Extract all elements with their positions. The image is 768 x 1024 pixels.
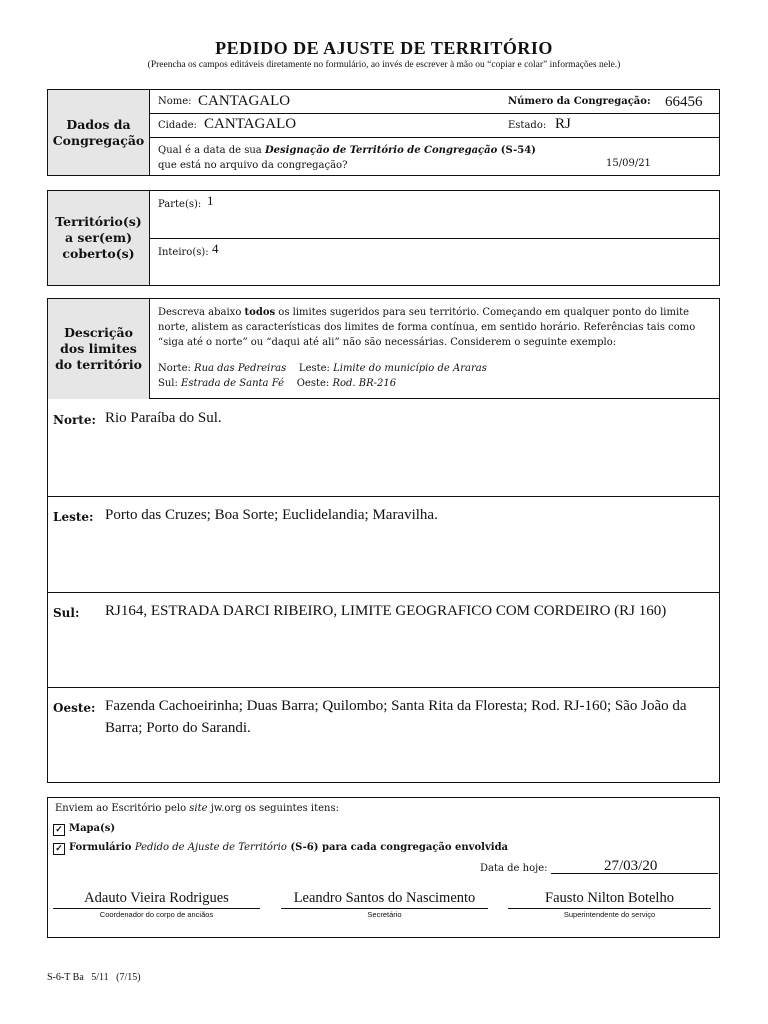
instructions-text-2: os limites sugeridos para seu território. Começando em qualquer ponto do limite norte, alistem as características dos limites de forma contínua, em sentido horário. Referências tais como “siga até o norte” ou “daqui até ali” não são necessárias. Considerem o seguinte exemplo: xyxy=(158,307,696,348)
congregation-section-label: Dados da Congregação xyxy=(48,90,150,175)
south-label: Sul: xyxy=(53,606,80,620)
east-label: Leste: xyxy=(53,510,94,524)
example-east: Limite do município de Araras xyxy=(333,363,487,374)
whole-field[interactable]: 4 xyxy=(212,241,219,256)
item-form xyxy=(53,842,508,855)
submission-intro-1: Enviem ao Escritório pelo xyxy=(55,803,190,814)
signature-secretary-name[interactable]: Leandro Santos do Nascimento xyxy=(293,890,476,906)
form-subtitle: (Preencha os campos editáveis diretamente no formulário, ao invés de escrever à mão ou “copiar e colar” informações nele.) xyxy=(147,60,621,70)
signature-coordinator-role: Coordenador do corpo de anciãos xyxy=(99,910,214,919)
item-form-label-2: (S-6) para cada congregação envolvida xyxy=(286,842,509,853)
congregation-number-field[interactable]: 66456 xyxy=(665,94,703,110)
description-instructions xyxy=(150,299,719,399)
signature-line-secretary xyxy=(281,908,488,909)
instructions-text-bold: todos xyxy=(244,307,276,318)
congregation-section xyxy=(47,89,720,176)
territories-section-label: Território(s) a ser(em) coberto(s) xyxy=(48,191,150,285)
south-field[interactable]: RJ164, ESTRADA DARCI RIBEIRO, LIMITE GEOGRAFICO COM CORDEIRO (RJ 160) xyxy=(105,603,667,619)
example-north: Rua das Pedreiras xyxy=(194,363,287,374)
east-field[interactable]: Porto das Cruzes; Boa Sorte; Euclidelandia; Maravilha. xyxy=(105,507,438,523)
example-west-label: Oeste: xyxy=(296,378,330,389)
territories-section xyxy=(47,190,720,286)
form-title: PEDIDO DE AJUSTE DE TERRITÓRIO xyxy=(215,38,553,58)
signature-service-overseer-name[interactable]: Fausto Nilton Botelho xyxy=(545,890,674,906)
signature-secretary-role: Secretário xyxy=(367,910,402,919)
instructions-example xyxy=(158,361,487,391)
s54-question xyxy=(158,143,536,173)
city-field[interactable]: CANTAGALO xyxy=(204,116,297,132)
north-field[interactable]: Rio Paraíba do Sul. xyxy=(105,410,222,426)
s54-date-field[interactable]: 15/09/21 xyxy=(606,158,651,169)
example-west: Rod. BR-216 xyxy=(332,378,397,389)
s54-question-italic: Designação de Território de Congregação xyxy=(264,145,498,156)
south-boundary xyxy=(48,592,719,688)
west-boundary xyxy=(48,687,719,781)
congregation-number-label: Número da Congregação: xyxy=(508,96,651,107)
name-label: Nome: xyxy=(158,96,192,107)
parts-label: Parte(s): xyxy=(158,199,202,210)
item-maps-label: Mapa(s) xyxy=(69,823,116,834)
instructions-text-1: Descreva abaixo xyxy=(158,307,245,318)
east-boundary xyxy=(48,496,719,593)
date-label: Data de hoje: xyxy=(480,863,548,874)
s54-question-line2: que está no arquivo da congregação? xyxy=(158,160,348,171)
s54-question-prefix: Qual é a data de sua xyxy=(158,145,265,156)
description-section xyxy=(47,298,720,783)
parts-row xyxy=(150,191,719,239)
example-east-label: Leste: xyxy=(298,363,330,374)
city-label: Cidade: xyxy=(158,120,197,131)
congregation-name-row xyxy=(150,90,719,114)
state-field[interactable]: RJ xyxy=(555,116,571,132)
date-line xyxy=(551,873,718,874)
s54-question-row xyxy=(150,138,719,174)
signature-coordinator-name[interactable]: Adauto Vieira Rodrigues xyxy=(84,890,229,906)
description-section-label: Descrição dos limites do território xyxy=(48,299,150,399)
maps-checkbox[interactable]: ✓ xyxy=(53,824,65,836)
submission-section xyxy=(47,797,720,938)
signature-line-coordinator xyxy=(53,908,260,909)
instructions-text xyxy=(158,305,711,350)
west-label: Oeste: xyxy=(53,701,96,715)
signature-line-service-overseer xyxy=(508,908,711,909)
parts-field[interactable]: 1 xyxy=(207,193,214,208)
congregation-name-field[interactable]: CANTAGALO xyxy=(198,93,291,109)
item-maps xyxy=(53,823,115,836)
item-form-label-italic: Pedido de Ajuste de Território xyxy=(134,842,287,853)
date-field[interactable]: 27/03/20 xyxy=(604,858,658,874)
form-code: S-6-T Ba 5/11 (7/15) xyxy=(47,972,141,983)
north-boundary xyxy=(48,399,719,497)
signature-service-overseer-role: Superintendente do serviço xyxy=(563,910,656,919)
whole-label: Inteiro(s): xyxy=(158,247,209,258)
whole-row xyxy=(150,239,719,284)
example-south-label: Sul: xyxy=(158,378,178,389)
state-label: Estado: xyxy=(508,120,547,131)
form-checkbox[interactable]: ✓ xyxy=(53,843,65,855)
submission-intro xyxy=(55,803,339,814)
north-label: Norte: xyxy=(53,413,96,427)
submission-intro-2: jw.org os seguintes itens: xyxy=(207,803,339,814)
example-north-label: Norte: xyxy=(158,363,191,374)
congregation-city-row xyxy=(150,114,719,138)
item-form-label-1: Formulário xyxy=(69,842,135,853)
s54-question-suffix: (S-54) xyxy=(497,145,536,156)
submission-intro-italic: site xyxy=(189,803,208,814)
west-field[interactable]: Fazenda Cachoeirinha; Duas Barra; Quilombo; Santa Rita da Floresta; Rod. RJ-160; São João da Barra; Porto do Sarandi. xyxy=(105,698,687,736)
example-south: Estrada de Santa Fé xyxy=(181,378,285,389)
